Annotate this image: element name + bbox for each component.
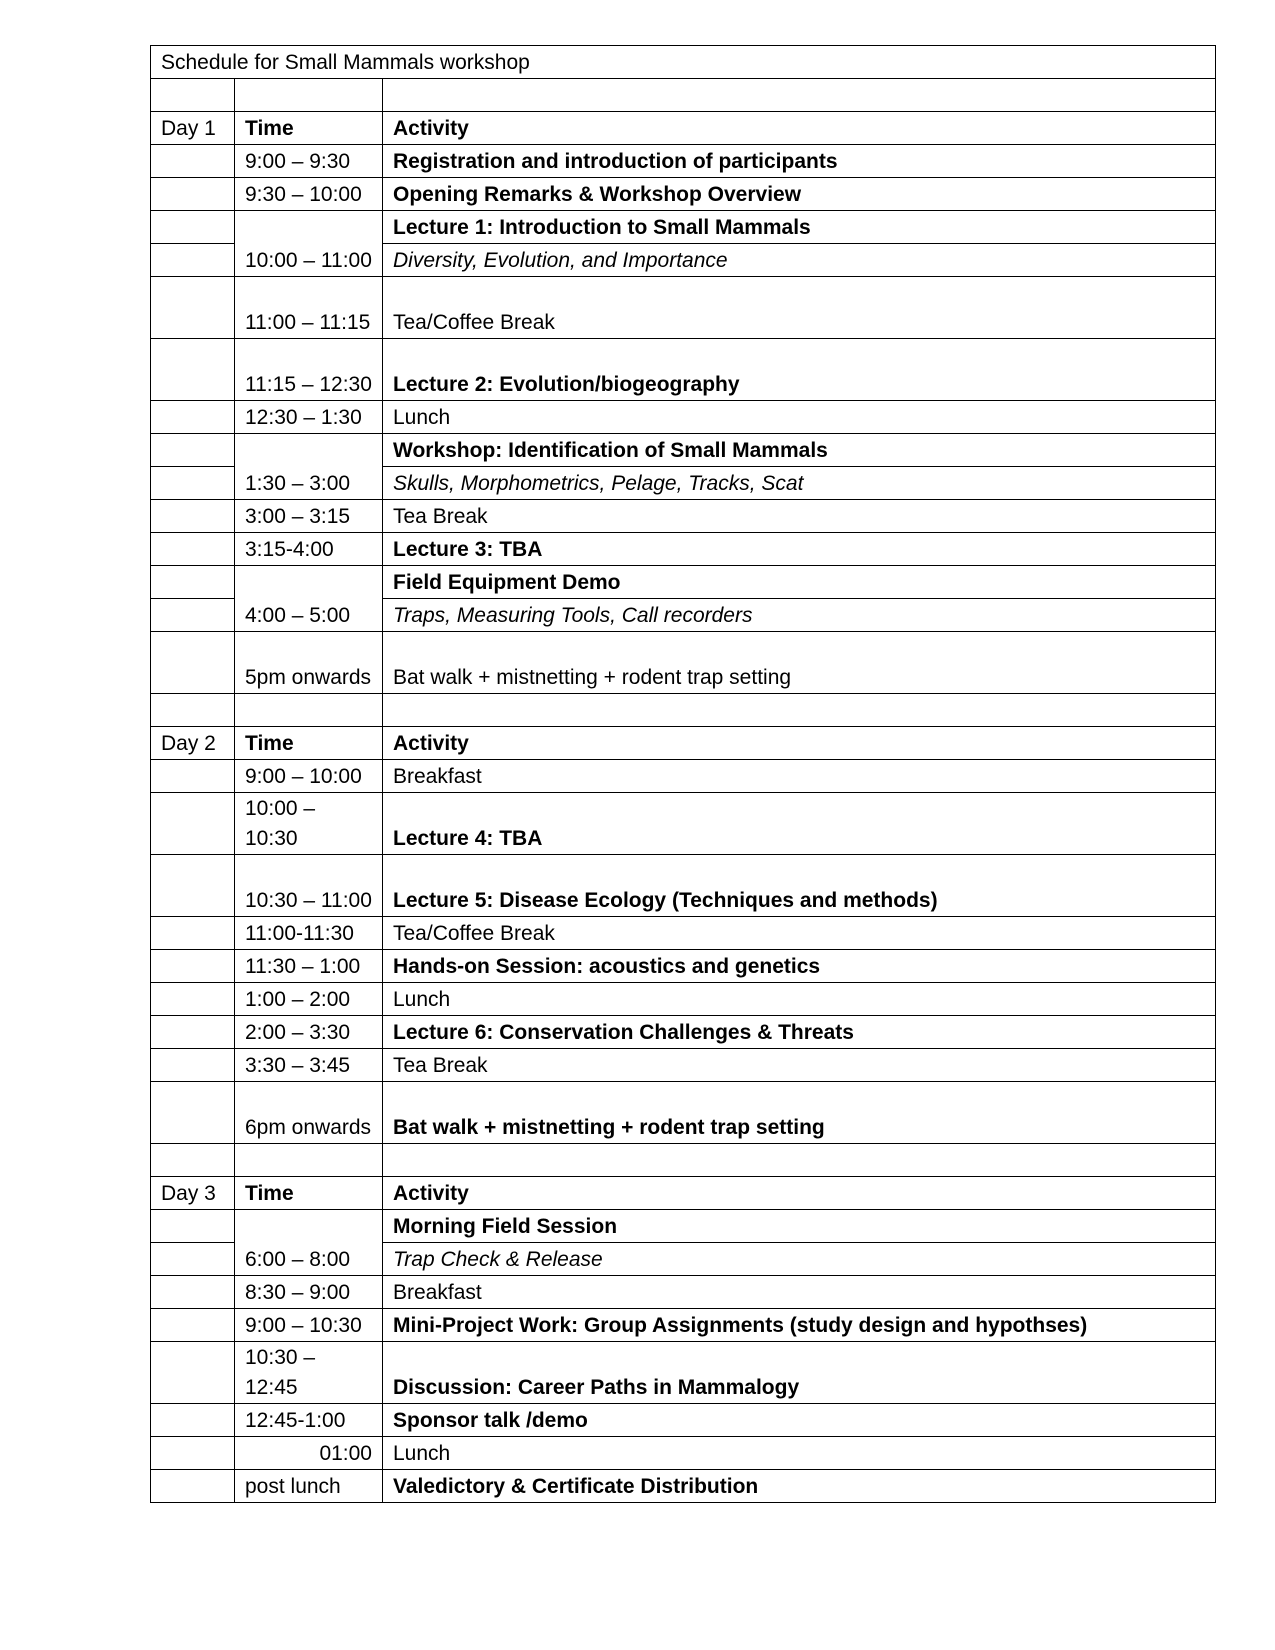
activity-cell: Hands-on Session: acoustics and genetics (383, 950, 1216, 983)
time-cell: 11:00-11:30 (235, 917, 383, 950)
time-cell: post lunch (235, 1470, 383, 1503)
activity-cell: Mini-Project Work: Group Assignments (study design and hypothses) (383, 1309, 1216, 1342)
schedule-row (151, 950, 1216, 983)
activity-cell: Workshop: Identification of Small Mammals (383, 434, 1216, 467)
day-header-row (151, 1177, 1216, 1210)
schedule-row (151, 1082, 1216, 1144)
schedule-row (151, 793, 1216, 855)
time-cell: 12:45-1:00 (235, 1404, 383, 1437)
schedule-row (151, 760, 1216, 793)
schedule-row (151, 1470, 1216, 1503)
activity-header: Activity (383, 1177, 1216, 1210)
activity-cell: Lunch (383, 401, 1216, 434)
time-header: Time (235, 112, 383, 145)
schedule-row (151, 145, 1216, 178)
schedule-row (151, 434, 1216, 467)
spacer-row (151, 694, 1216, 727)
time-cell: 6pm onwards (235, 1082, 383, 1144)
schedule-row (151, 1404, 1216, 1437)
activity-cell: Lecture 4: TBA (383, 793, 1216, 855)
schedule-row (151, 1016, 1216, 1049)
time-cell: 9:00 – 10:30 (235, 1309, 383, 1342)
time-cell: 11:15 – 12:30 (235, 339, 383, 401)
schedule-row (151, 566, 1216, 599)
activity-cell: Tea Break (383, 500, 1216, 533)
schedule-table (150, 45, 1216, 1503)
activity-cell: Discussion: Career Paths in Mammalogy (383, 1342, 1216, 1404)
time-cell: 1:00 – 2:00 (235, 983, 383, 1016)
time-cell: 10:00 – 10:30 (235, 793, 383, 855)
activity-cell: Morning Field Session (383, 1210, 1216, 1243)
time-cell: 8:30 – 9:00 (235, 1276, 383, 1309)
schedule-row (151, 1342, 1216, 1404)
schedule-row (151, 917, 1216, 950)
schedule-row (151, 401, 1216, 434)
activity-header: Activity (383, 727, 1216, 760)
day-label: Day 2 (151, 727, 235, 760)
activity-cell: Valedictory & Certificate Distribution (383, 1470, 1216, 1503)
activity-cell: Opening Remarks & Workshop Overview (383, 178, 1216, 211)
activity-cell: Lecture 1: Introduction to Small Mammals (383, 211, 1216, 244)
spacer-row (151, 79, 1216, 112)
activity-cell: Breakfast (383, 1276, 1216, 1309)
time-cell: 5pm onwards (235, 632, 383, 694)
schedule-row (151, 500, 1216, 533)
schedule-row (151, 983, 1216, 1016)
activity-header: Activity (383, 112, 1216, 145)
activity-detail: Skulls, Morphometrics, Pelage, Tracks, Scat (383, 467, 1216, 500)
time-cell: 3:15-4:00 (235, 533, 383, 566)
schedule-row (151, 1276, 1216, 1309)
day-label: Day 3 (151, 1177, 235, 1210)
activity-cell: Tea/Coffee Break (383, 277, 1216, 339)
schedule-row (151, 632, 1216, 694)
schedule-row (151, 1049, 1216, 1082)
activity-cell: Tea/Coffee Break (383, 917, 1216, 950)
activity-cell: Lunch (383, 1437, 1216, 1470)
activity-cell: Bat walk + mistnetting + rodent trap setting (383, 632, 1216, 694)
schedule-row (151, 533, 1216, 566)
time-cell: 6:00 – 8:00 (235, 1210, 383, 1276)
time-cell: 9:00 – 10:00 (235, 760, 383, 793)
day-header-row (151, 727, 1216, 760)
activity-cell: Registration and introduction of participants (383, 145, 1216, 178)
time-cell: 11:00 – 11:15 (235, 277, 383, 339)
time-cell: 1:30 – 3:00 (235, 434, 383, 500)
activity-cell: Field Equipment Demo (383, 566, 1216, 599)
schedule-row (151, 1210, 1216, 1243)
schedule-row (151, 1437, 1216, 1470)
time-cell: 4:00 – 5:00 (235, 566, 383, 632)
activity-cell: Lecture 5: Disease Ecology (Techniques and methods) (383, 855, 1216, 917)
schedule-row (151, 1309, 1216, 1342)
time-cell: 9:30 – 10:00 (235, 178, 383, 211)
spacer-row (151, 1144, 1216, 1177)
day-header-row (151, 112, 1216, 145)
time-cell: 12:30 – 1:30 (235, 401, 383, 434)
activity-cell: Sponsor talk /demo (383, 1404, 1216, 1437)
time-cell: 11:30 – 1:00 (235, 950, 383, 983)
schedule-row (151, 178, 1216, 211)
activity-cell: Lecture 2: Evolution/biogeography (383, 339, 1216, 401)
time-header: Time (235, 727, 383, 760)
time-cell: 2:00 – 3:30 (235, 1016, 383, 1049)
schedule-row (151, 339, 1216, 401)
time-header: Time (235, 1177, 383, 1210)
day-label: Day 1 (151, 112, 235, 145)
activity-cell: Tea Break (383, 1049, 1216, 1082)
activity-detail: Traps, Measuring Tools, Call recorders (383, 599, 1216, 632)
time-cell: 10:00 – 11:00 (235, 211, 383, 277)
time-cell: 3:00 – 3:15 (235, 500, 383, 533)
activity-detail: Diversity, Evolution, and Importance (383, 244, 1216, 277)
title-row (151, 46, 1216, 79)
time-cell: 10:30 – 11:00 (235, 855, 383, 917)
activity-cell: Breakfast (383, 760, 1216, 793)
activity-cell: Lecture 6: Conservation Challenges & Threats (383, 1016, 1216, 1049)
schedule-title: Schedule for Small Mammals workshop (151, 46, 1216, 79)
activity-cell: Lecture 3: TBA (383, 533, 1216, 566)
schedule-row (151, 211, 1216, 244)
time-cell: 01:00 (235, 1437, 383, 1470)
schedule-row (151, 277, 1216, 339)
time-cell: 9:00 – 9:30 (235, 145, 383, 178)
activity-cell: Lunch (383, 983, 1216, 1016)
schedule-row (151, 855, 1216, 917)
time-cell: 10:30 – 12:45 (235, 1342, 383, 1404)
activity-detail: Trap Check & Release (383, 1243, 1216, 1276)
time-cell: 3:30 – 3:45 (235, 1049, 383, 1082)
activity-cell: Bat walk + mistnetting + rodent trap setting (383, 1082, 1216, 1144)
